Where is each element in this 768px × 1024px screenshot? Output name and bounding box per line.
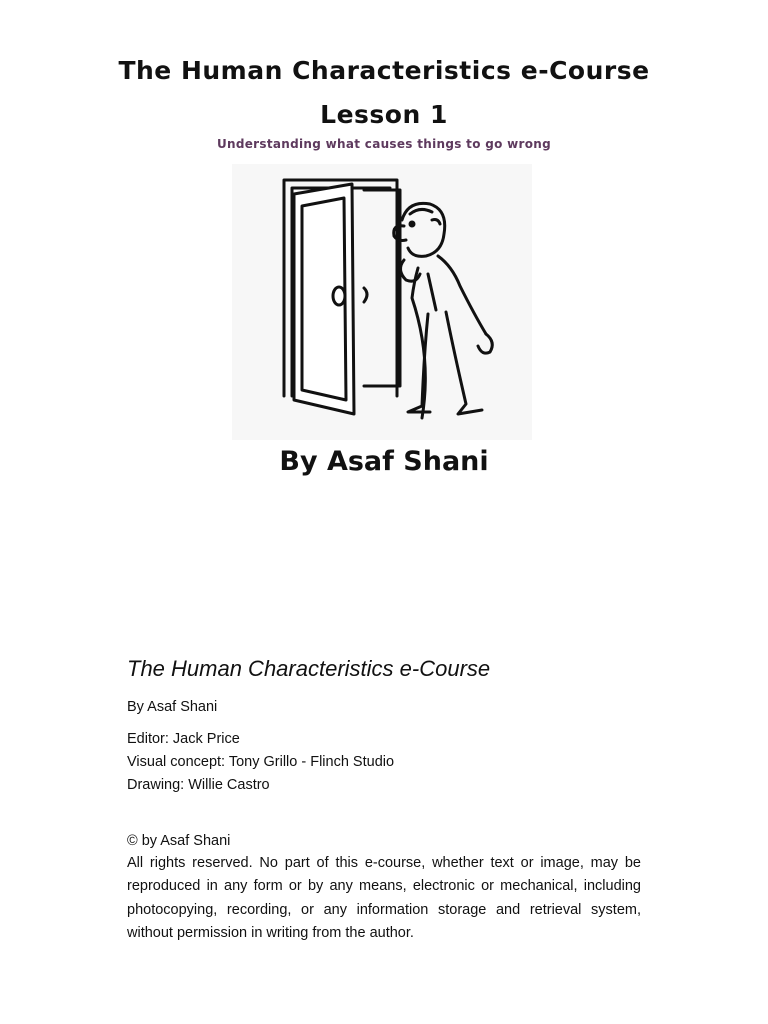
copyright-notice: © by Asaf Shani [127,833,231,849]
cover-subtitle: Understanding what causes things to go wrong [216,137,552,151]
visual-concept-credit: Visual concept: Tony Grillo - Flinch Studio [127,754,395,770]
book-title: The Human Characteristics e-Course [127,656,491,681]
cover-author: By Asaf Shani [279,446,489,477]
drawing-credit: Drawing: Willie Castro [127,777,270,793]
man-at-door-illustration [232,164,532,440]
editor-credit: Editor: Jack Price [127,731,240,747]
byline: By Asaf Shani [127,699,218,715]
cover-title-line1: The Human Characteristics e-Course [118,56,650,85]
rights-paragraph: All rights reserved. No part of this e-course, whether text or image, may be reproduced in any form or by any means, electronic or mechanical, including photocopying, recording, or any information storage and retrieval system, without permission in writing from the author. [127,855,641,941]
cover-title-line2: Lesson 1 [320,100,448,129]
